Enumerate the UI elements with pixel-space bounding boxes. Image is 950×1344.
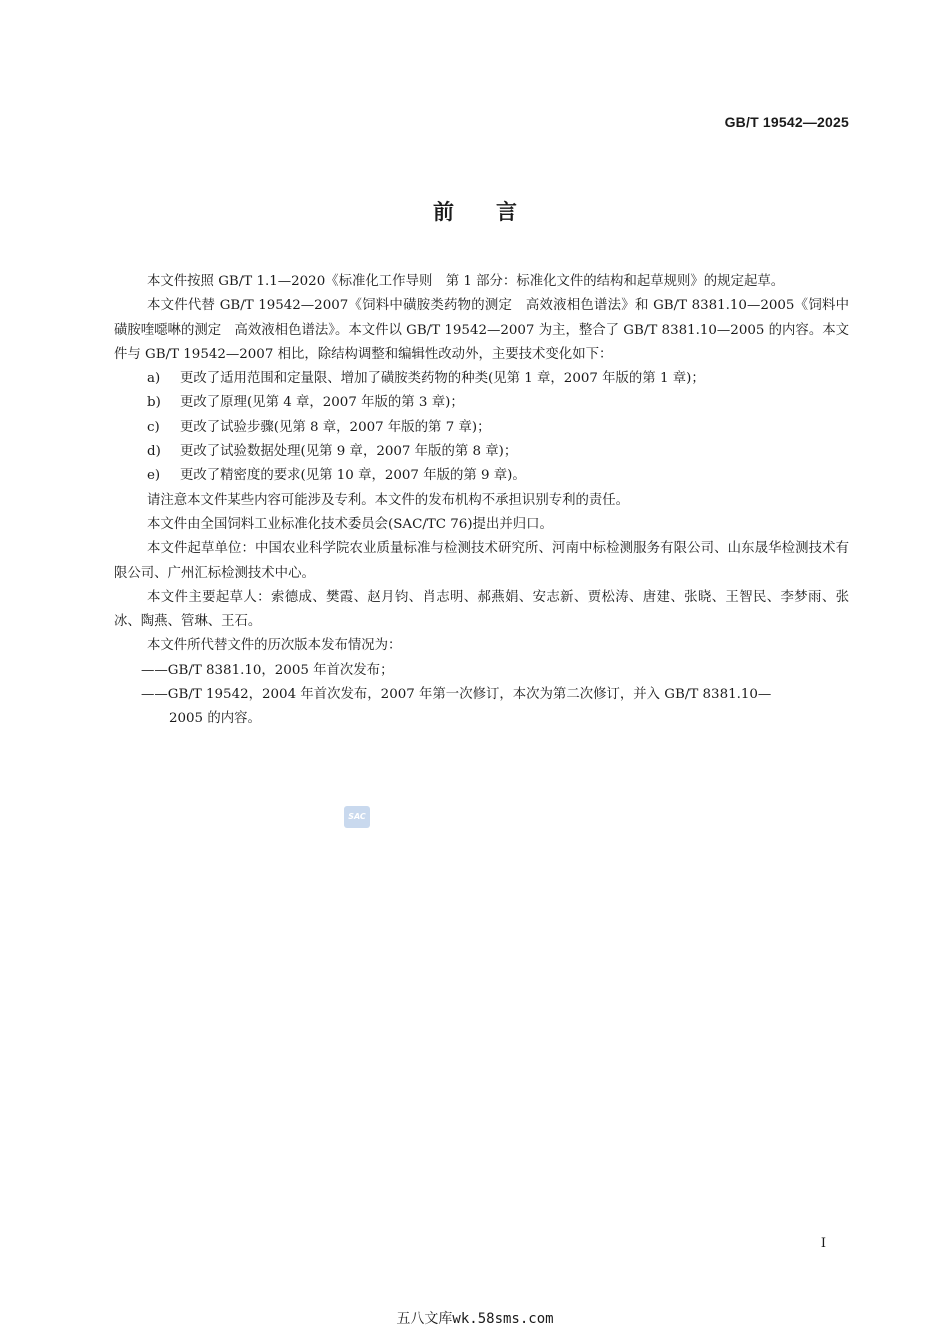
- list-item-text: 更改了原理(见第 4 章，2007 年版的第 3 章)；: [180, 395, 464, 411]
- list-item-mark: d): [147, 444, 161, 460]
- list-item: [114, 440, 849, 464]
- list-item-text: 更改了试验步骤(见第 8 章，2007 年版的第 7 章)；: [180, 419, 491, 435]
- paragraph-drafting-units: 本文件起草单位：中国农业科学院农业质量标准与检测技术研究所、河南中标检测服务有限公司、山东晟华检测技术有限公司、广州汇标检测技术中心。: [114, 541, 849, 581]
- history-item: [114, 659, 849, 683]
- list-item-mark: c): [147, 419, 160, 435]
- list-item-text: 更改了精密度的要求(见第 10 章，2007 年版的第 9 章)。: [180, 468, 526, 484]
- paragraph-drafting-rules: 本文件按照 GB/T 1.1—2020《标准化工作导则 第 1 部分：标准化文件的结构和起草规则》的规定起草。: [147, 274, 785, 289]
- list-item-mark: e): [147, 468, 161, 484]
- page-number: I: [820, 1236, 826, 1251]
- footer-watermark-text: 五八文库wk.58sms.com: [396, 1311, 554, 1327]
- paragraph-patent-notice: 请注意本文件某些内容可能涉及专利。本文件的发布机构不承担识别专利的责任。: [147, 492, 630, 508]
- list-item: [114, 464, 849, 488]
- list-item-text: 更改了试验数据处理(见第 9 章，2007 年版的第 8 章)；: [180, 444, 518, 460]
- sac-watermark-logo: SAC: [344, 806, 370, 828]
- list-item: [114, 367, 849, 391]
- history-item-text: ——GB/T 19542，2004 年首次发布，2007 年第一次修订，本次为第二次修订，并入 GB/T 8381.10—: [141, 687, 772, 703]
- list-item: [114, 416, 849, 440]
- history-item: [114, 683, 849, 732]
- paragraph-committee: 本文件由全国饲料工业标准化技术委员会(SAC/TC 76)提出并归口。: [147, 516, 553, 532]
- list-item-mark: a): [147, 371, 161, 387]
- list-item-mark: b): [147, 395, 161, 411]
- paragraph-drafters: 本文件主要起草人：索德成、樊霞、赵月钧、肖志明、郝燕娟、安志新、贾松涛、唐建、张晓、王智民、李梦雨、张冰、陶燕、管琳、王石。: [114, 589, 849, 630]
- standard-code: GB/T 19542—2025: [724, 114, 849, 130]
- paragraph-history-intro: 本文件所代替文件的历次版本发布情况为：: [147, 638, 402, 654]
- list-item: [114, 391, 849, 415]
- history-item-continuation: 2005 的内容。: [169, 711, 261, 727]
- list-item-text: 更改了适用范围和定量限、增加了磺胺类药物的种类(见第 1 章，2007 年版的第 1 章)；: [180, 371, 705, 387]
- document-body: [114, 270, 849, 732]
- paragraph-replacement: 本文件代替 GB/T 19542—2007《饲料中磺胺类药物的测定 高效液相色谱法》和 GB/T 8381.10—2005《饲料中磺胺喹噁啉的测定 高效液相色谱法》。本文件以 GB/T 19542—2007 为主，整合了 GB/T 8381.10—2005 的内容。本文件与 GB/T 19542—2007 相比，除结构调整和编辑性改动外，主要技术变化如下：: [114, 298, 849, 362]
- page-title: 前 言: [433, 200, 517, 224]
- history-item-text: ——GB/T 8381.10，2005 年首次发布；: [141, 662, 394, 678]
